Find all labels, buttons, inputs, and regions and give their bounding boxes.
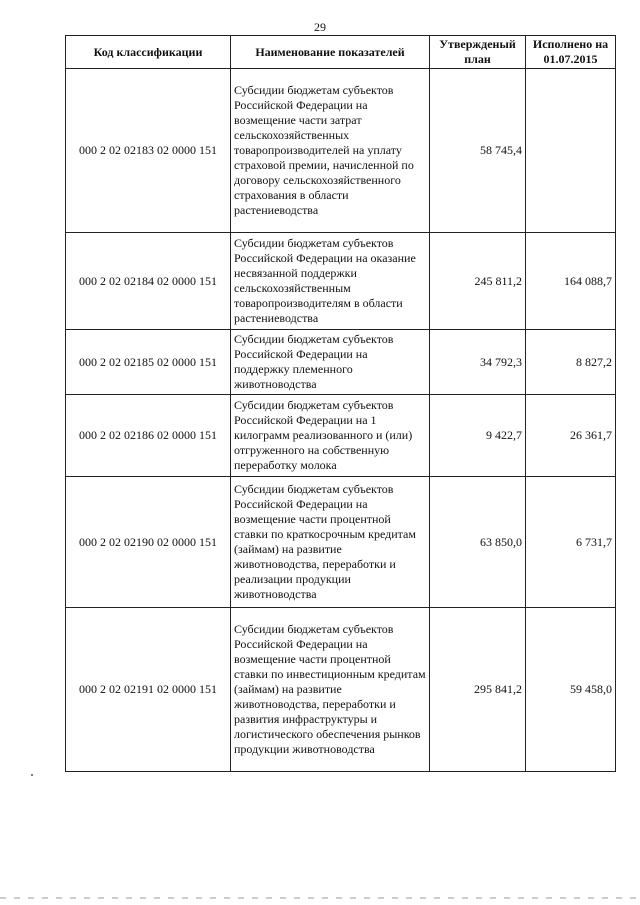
row-name: Субсидии бюджетам субъектов Российской Федерации на возмещение части процентной ставки по инвестиционным кредитам (займам) на развитие животноводства, переработки и развития инфраструктуры и логистического обеспечения рынков продукции животноводства	[231, 608, 430, 772]
table-row	[66, 69, 616, 233]
row-plan: 295 841,2	[430, 608, 526, 772]
row-done: 164 088,7	[526, 233, 616, 330]
table-row	[66, 608, 616, 772]
row-done: 6 731,7	[526, 477, 616, 608]
row-done	[526, 69, 616, 233]
row-plan: 58 745,4	[430, 69, 526, 233]
header-code: Код классификации	[66, 36, 231, 69]
table-row	[66, 233, 616, 330]
row-code: 000 2 02 02190 02 0000 151	[66, 477, 231, 608]
row-plan: 34 792,3	[430, 330, 526, 395]
row-code: 000 2 02 02186 02 0000 151	[66, 395, 231, 477]
scan-speck	[31, 774, 33, 776]
scan-edge-noise	[0, 897, 640, 899]
row-name: Субсидии бюджетам субъектов Российской Федерации на возмещение части процентной ставки по краткосрочным кредитам (займам) на развитие животноводства, переработки и реализации продукции животноводства	[231, 477, 430, 608]
table-row	[66, 477, 616, 608]
header-done: Исполнено на 01.07.2015	[526, 36, 616, 69]
row-plan: 245 811,2	[430, 233, 526, 330]
row-plan: 63 850,0	[430, 477, 526, 608]
row-code: 000 2 02 02184 02 0000 151	[66, 233, 231, 330]
row-plan: 9 422,7	[430, 395, 526, 477]
budget-table	[65, 35, 616, 772]
row-done: 8 827,2	[526, 330, 616, 395]
row-done: 59 458,0	[526, 608, 616, 772]
header-plan: Утвержденый план	[430, 36, 526, 69]
row-code: 000 2 02 02183 02 0000 151	[66, 69, 231, 233]
row-done: 26 361,7	[526, 395, 616, 477]
table-row	[66, 330, 616, 395]
row-name: Субсидии бюджетам субъектов Российской Федерации на возмещение части затрат сельскохозяйственных товаропроизводителей на уплату страховой премии, начисленной по договору сельскохозяйственного страхования в области растениеводства	[231, 69, 430, 233]
row-code: 000 2 02 02185 02 0000 151	[66, 330, 231, 395]
page-number: 29	[314, 20, 326, 34]
row-code: 000 2 02 02191 02 0000 151	[66, 608, 231, 772]
row-name: Субсидии бюджетам субъектов Российской Федерации на поддержку племенного животноводства	[231, 330, 430, 395]
header-name: Наименование показателей	[231, 36, 430, 69]
row-name: Субсидии бюджетам субъектов Российской Федерации на 1 килограмм реализованного и (или) отгруженного на собственную переработку молока	[231, 395, 430, 477]
table-row	[66, 395, 616, 477]
table-header-row	[66, 36, 616, 69]
row-name: Субсидии бюджетам субъектов Российской Федерации на оказание несвязанной поддержки сельскохозяйственным товаропроизводителям в области растениеводства	[231, 233, 430, 330]
